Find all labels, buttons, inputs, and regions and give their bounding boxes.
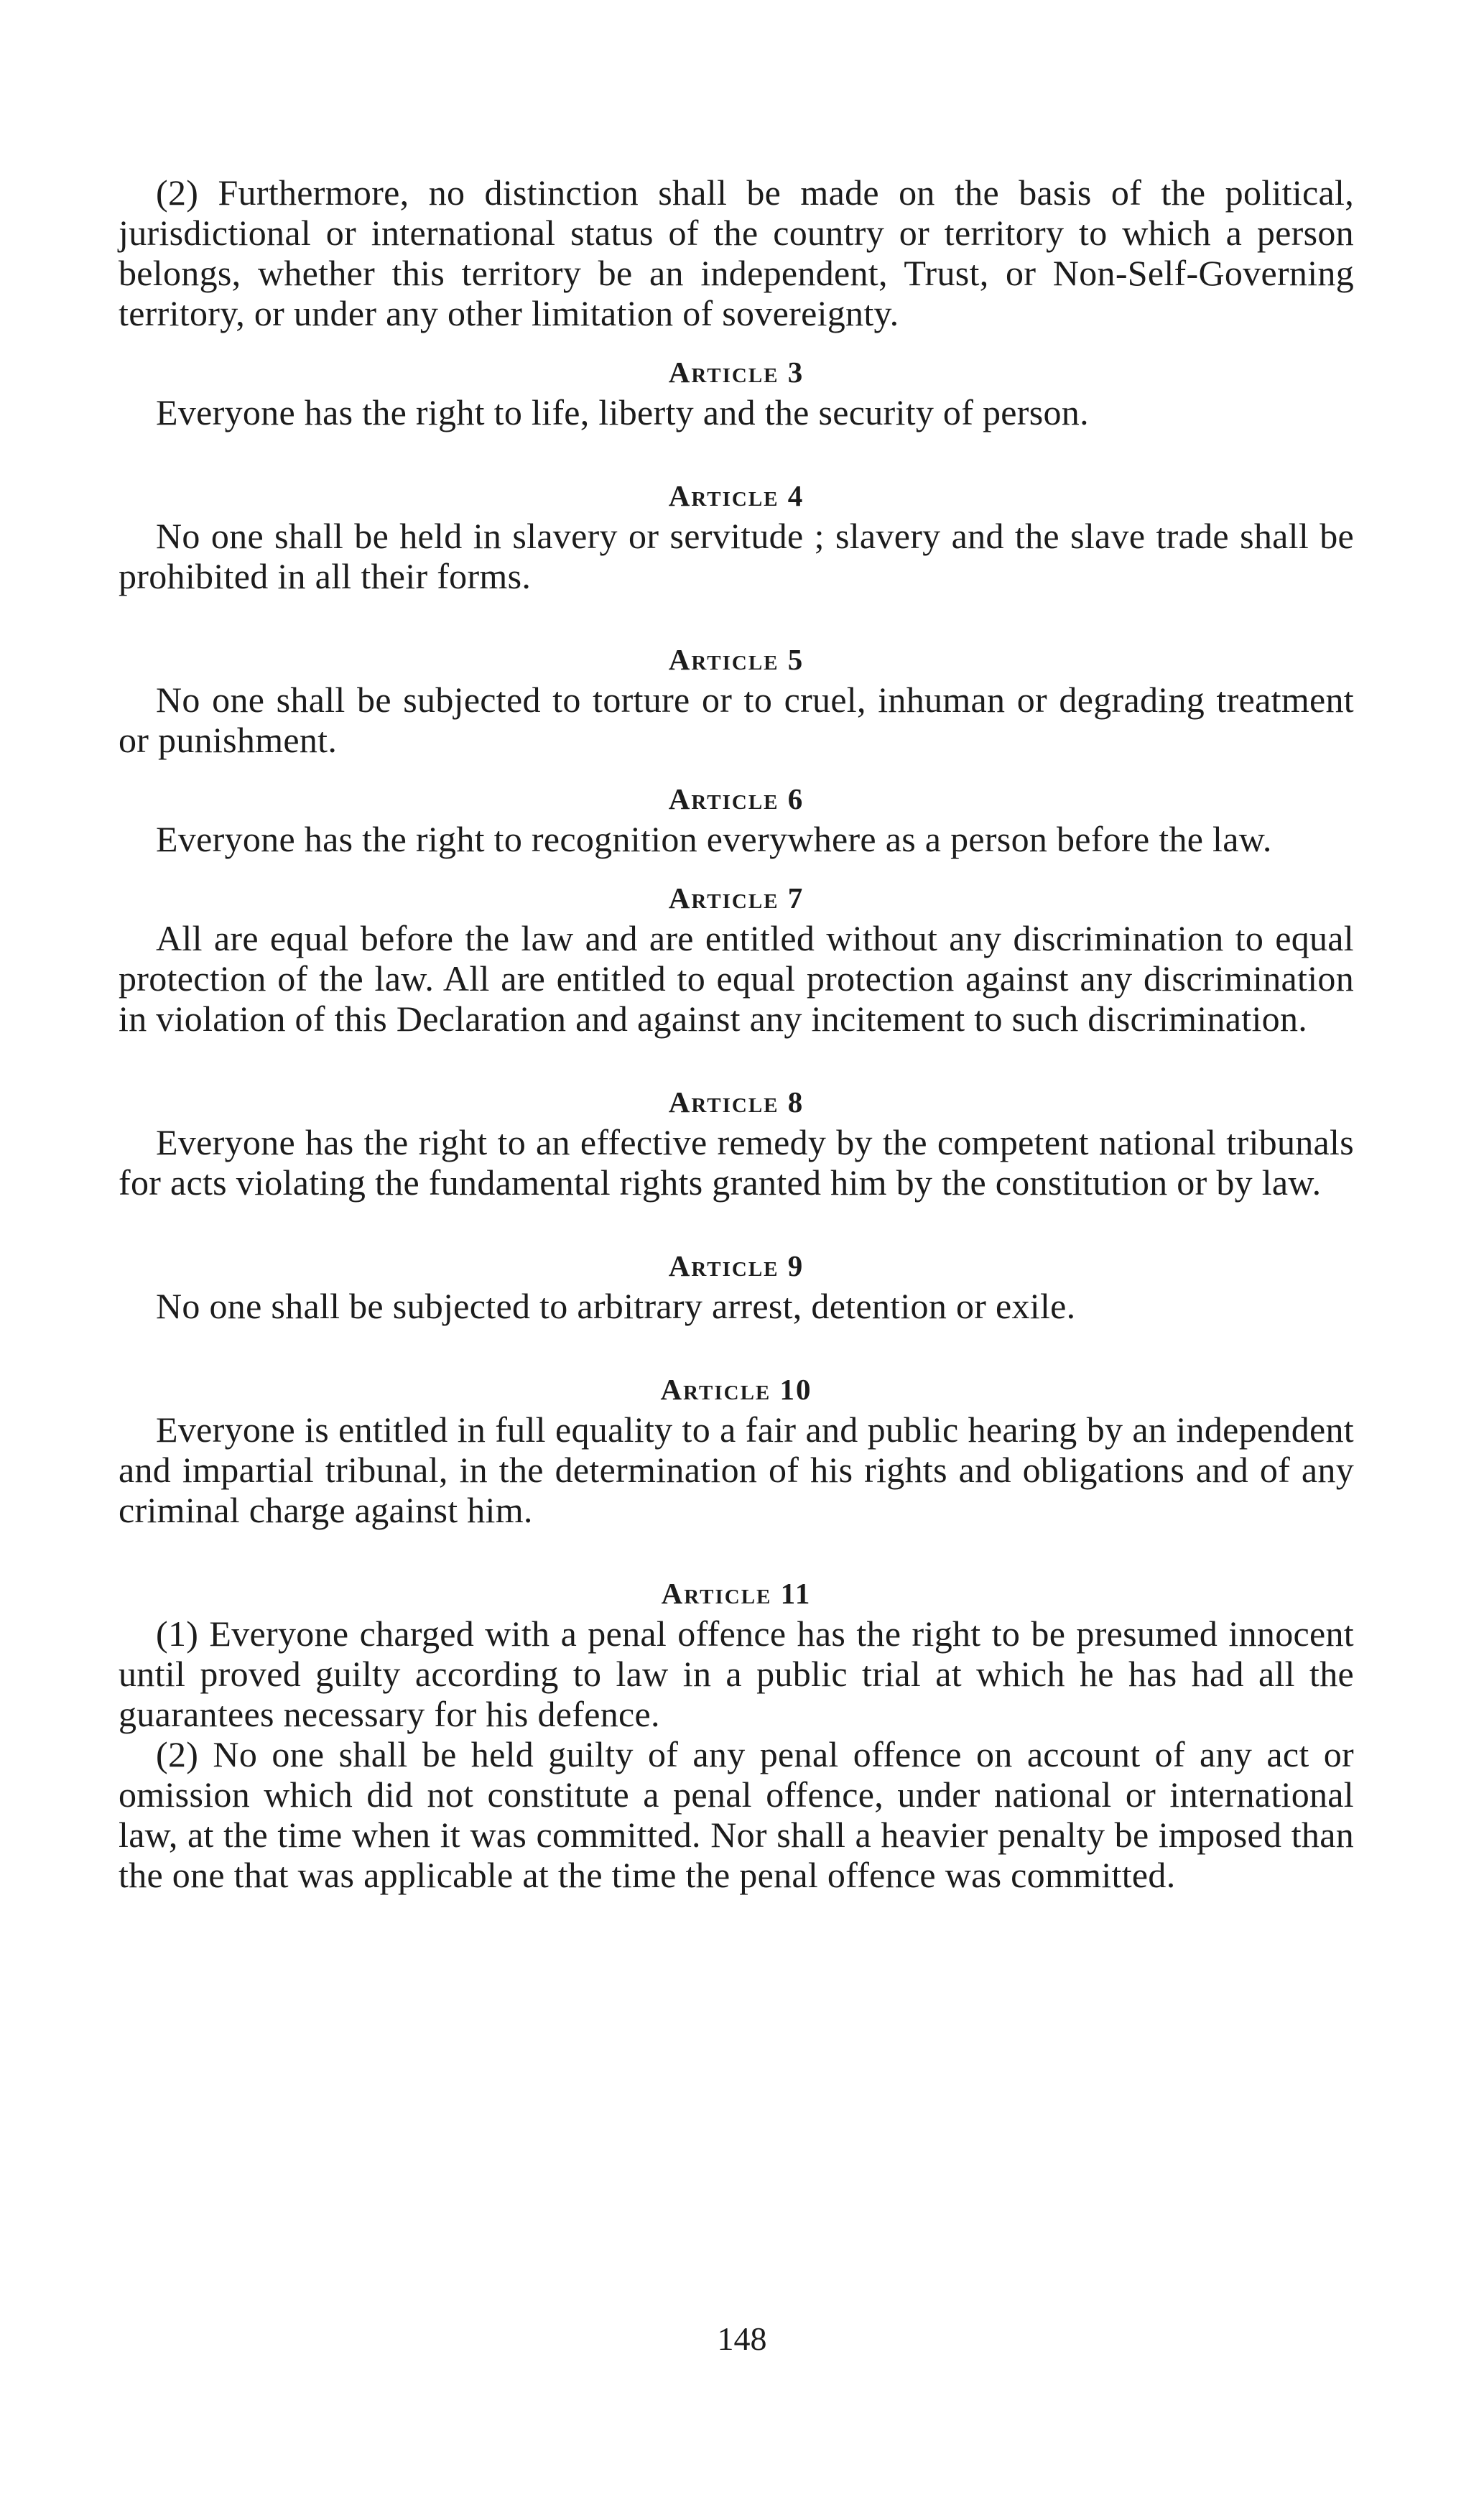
article-paragraph: Everyone has the right to recognition everywhere as a person before the law. xyxy=(156,819,1272,859)
article-6 xyxy=(119,779,1354,859)
article-7 xyxy=(119,878,1354,1039)
page-number: 148 xyxy=(717,2320,767,2357)
article-heading: Article 11 xyxy=(661,1577,812,1610)
article-heading: Article 5 xyxy=(668,643,804,676)
article-heading: Article 6 xyxy=(668,782,804,815)
article-10 xyxy=(119,1369,1354,1530)
paragraph-article-2-2: (2) Furthermore, no distinction shall be made on the basis of the political, jurisdictional or international status of the country or territory to which a person belongs, whether this territory be an independent, Trust, or Non-Self-Governing territory, or under any other limitation of sovereignty. xyxy=(119,172,1354,333)
article-heading: Article 9 xyxy=(668,1249,804,1282)
document-page xyxy=(119,172,1354,1895)
article-heading: Article 10 xyxy=(660,1373,812,1406)
article-paragraph: No one shall be held in slavery or servitude ; slavery and the slave trade shall be prohibited in all their forms. xyxy=(119,516,1354,596)
article-3 xyxy=(119,352,1354,432)
article-paragraph: (1) Everyone charged with a penal offence has the right to be presumed innocent until proved guilty according to law in a public trial at which he has had all the guarantees necessary for his defence. xyxy=(119,1613,1354,1734)
article-paragraph: No one shall be subjected to torture or to cruel, inhuman or degrading treatment or punishment. xyxy=(119,680,1354,760)
article-heading: Article 4 xyxy=(668,479,804,512)
article-9 xyxy=(119,1246,1354,1326)
article-8 xyxy=(119,1082,1354,1203)
article-11 xyxy=(119,1573,1354,1895)
article-paragraph: No one shall be subjected to arbitrary arrest, detention or exile. xyxy=(156,1286,1076,1326)
article-heading: Article 3 xyxy=(668,356,804,389)
article-paragraph: (2) No one shall be held guilty of any penal offence on account of any act or omission which did not constitute a penal offence, under national or international law, at the time when it was committed. Nor shall a heavier penalty be imposed than the one that was applicable at the time the penal offence was committed. xyxy=(119,1734,1354,1895)
article-paragraph: Everyone has the right to an effective remedy by the competent national tribunals for acts violating the fundamental rights granted him by the constitution or by law. xyxy=(119,1122,1354,1203)
article-heading: Article 7 xyxy=(668,881,804,915)
article-paragraph: Everyone is entitled in full equality to a fair and public hearing by an independent and impartial tribunal, in the determination of his rights and obligations and of any criminal charge against him. xyxy=(119,1409,1354,1530)
article-4 xyxy=(119,476,1354,596)
article-5 xyxy=(119,639,1354,760)
article-paragraph: All are equal before the law and are entitled without any discrimination to equal protection of the law. All are entitled to equal protection against any discrimination in violation of this Declaration and against any incitement to such discrimination. xyxy=(119,918,1354,1039)
article-heading: Article 8 xyxy=(668,1085,804,1119)
article-paragraph: Everyone has the right to life, liberty and the security of person. xyxy=(156,392,1089,432)
